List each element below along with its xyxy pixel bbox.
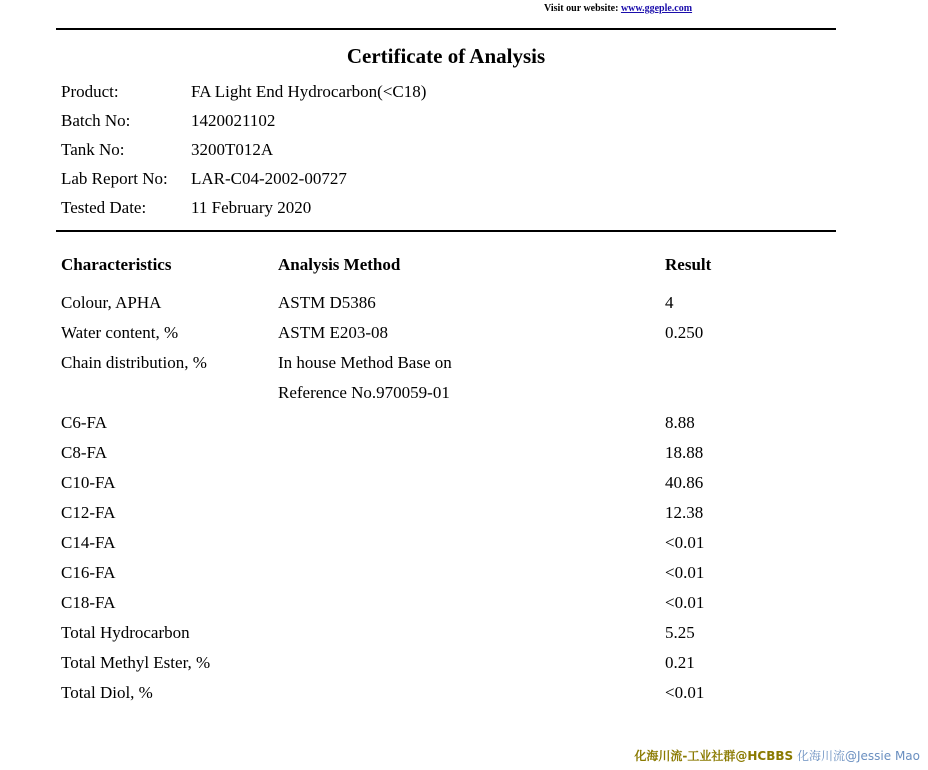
header-result: Result [665,255,712,274]
info-label: Tank No: [61,140,125,159]
characteristic-cell: C12-FA [61,503,116,522]
result-cell: 4 [665,293,674,312]
result-cell: 8.88 [665,413,695,432]
watermark [634,747,920,764]
characteristic-cell: C18-FA [61,593,116,612]
method-cell: ASTM D5386 [278,293,376,312]
header-analysis-method: Analysis Method [278,255,401,274]
website-link[interactable]: www.ggeple.com [620,3,693,14]
characteristic-cell: C6-FA [61,413,107,432]
info-label: Batch No: [61,111,131,130]
characteristic-cell: Total Diol, % [61,683,153,702]
result-cell: 12.38 [665,503,704,522]
top-divider [56,28,836,30]
info-label: Tested Date: [61,198,147,217]
result-cell: <0.01 [665,683,705,702]
info-value: 3200T012A [191,140,274,159]
characteristic-cell: Water content, % [61,323,179,342]
info-label: Lab Report No: [61,169,168,188]
result-cell: <0.01 [665,563,705,582]
page-title: Certificate of Analysis [346,44,546,68]
result-cell: <0.01 [665,533,705,552]
result-cell: 0.21 [665,653,695,672]
watermark-secondary: 化海川流@Jessie Mao [796,749,920,763]
method-cell: ASTM E203-08 [278,323,389,342]
info-value: LAR-C04-2002-00727 [191,169,347,188]
characteristic-cell: Colour, APHA [61,293,162,312]
section-divider [56,230,836,232]
characteristic-cell: Total Hydrocarbon [61,623,190,642]
result-cell: 40.86 [665,473,704,492]
result-cell: 5.25 [665,623,695,642]
website-notice [544,3,692,14]
characteristic-cell: C14-FA [61,533,116,552]
header-characteristics: Characteristics [61,255,172,274]
info-value: FA Light End Hydrocarbon(<C18) [191,82,427,101]
info-label: Product: [61,82,119,101]
characteristic-cell: C16-FA [61,563,116,582]
characteristic-cell: C10-FA [61,473,116,492]
characteristic-cell: Chain distribution, % [61,353,207,372]
result-cell: 0.250 [665,323,704,342]
method-cell: Reference No.970059-01 [278,383,450,402]
result-cell: <0.01 [665,593,705,612]
watermark-primary: 化海川流-工业社群@HCBBS [634,749,794,763]
info-value: 1420021102 [191,111,276,130]
method-cell: In house Method Base on [278,353,452,372]
result-cell: 18.88 [665,443,704,462]
characteristic-cell: C8-FA [61,443,107,462]
info-value: 11 February 2020 [191,198,312,217]
website-label: Visit our website: [544,3,619,14]
characteristic-cell: Total Methyl Ester, % [61,653,211,672]
